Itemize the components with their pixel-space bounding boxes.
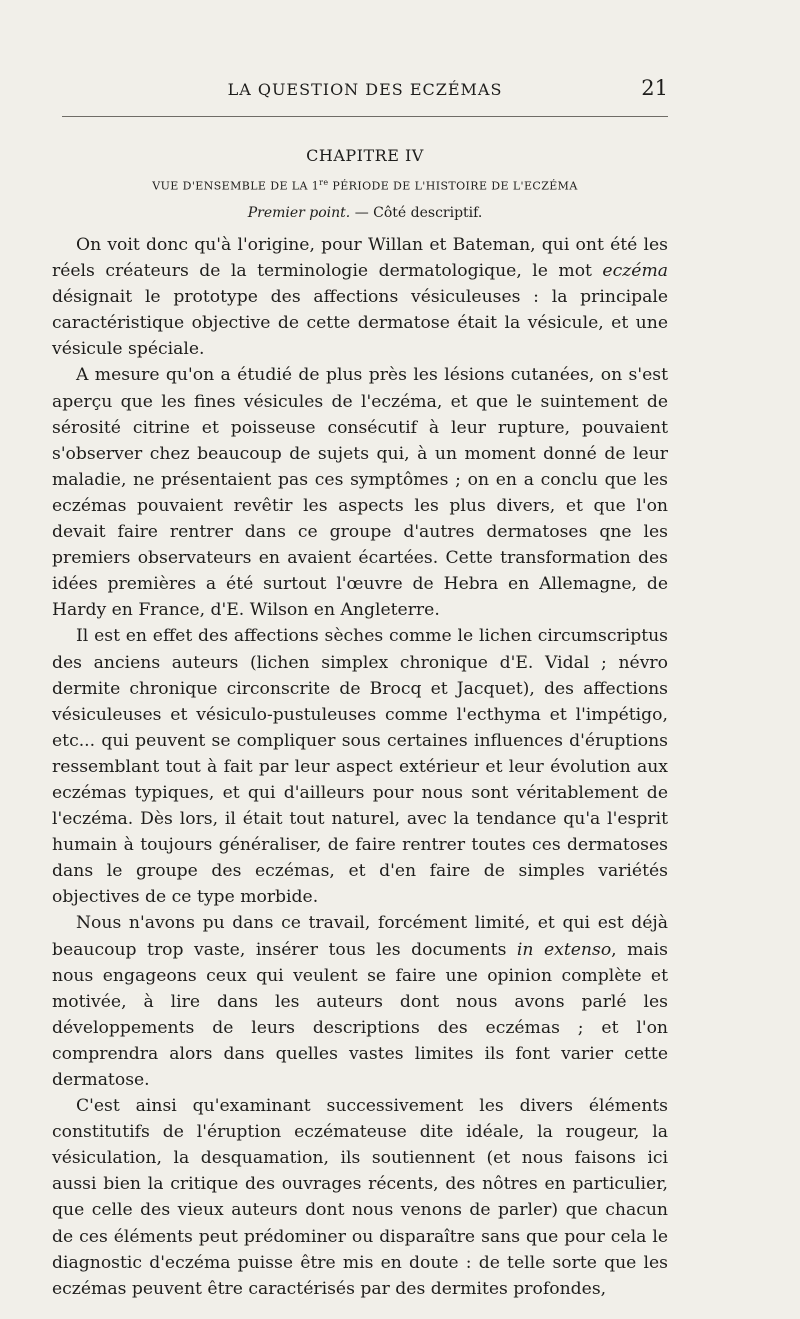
subtitle-part-2: PÉRIODE DE L'HISTOIRE DE L'ECZÉMA — [328, 179, 578, 193]
header-rule — [62, 116, 668, 117]
paragraph-italic: in extenso — [516, 939, 612, 960]
paragraph — [52, 232, 668, 362]
paragraph-italic: eczéma — [602, 261, 668, 282]
paragraph-text: Nous n'avons pu dans ce travail, forcément limité, et qui est déjà beaucoup trop vaste, insérer tous les documents — [52, 913, 668, 960]
section-heading — [62, 205, 668, 221]
paragraph-text: désignait le prototype des affections vésiculeuses : la principale caractéristique objective de cette dermatose était la vésicule, et une vésicule spéciale. — [52, 287, 668, 360]
chapter-subtitle — [62, 178, 668, 193]
page-number: 21 — [641, 76, 668, 100]
page-header — [62, 76, 668, 102]
subtitle-superscript: re — [319, 178, 329, 187]
subtitle-part-1: VUE D'ENSEMBLE DE LA 1 — [152, 179, 320, 193]
paragraph: Il est en effet des affections sèches comme le lichen circumscriptus des anciens auteurs (lichen simplex chronique d'E. Vidal ; névro dermite chronique circonscrite de Brocq et Jacquet), des affections vésiculeuses et vésiculo-pustuleuses comme l'ecthyma et l'impétigo, etc... qui peuvent se compliquer sous certaines influences d'éruptions ressemblant tout à fait par leur aspect extérieur et leur évolution aux eczémas typiques, et qui d'ailleurs pour nous sont véritablement de l'eczéma. Dès lors, il était tout naturel, avec la tendance qu'a l'esprit humain à toujours généraliser, de faire rentrer toutes ces dermatoses dans le groupe des eczémas, et d'en faire de simples variétés objectives de ce type morbide. — [52, 626, 668, 908]
paragraph-text: , mais nous engageons ceux qui veulent se faire une opinion complète et motivée, à lire dans les auteurs dont nous avons parlé les développements de leurs descriptions des eczémas ; et l'on comprendra alors dans quelles vastes limites ils font varier cette dermatose. — [52, 939, 668, 1090]
paragraph: C'est ainsi qu'examinant successivement les divers éléments constitutifs de l'éruption eczémateuse dite idéale, la rougeur, la vésiculation, la desquamation, ils soutiennent (et nous faisons ici aussi bien la critique des ouvrages récents, des nôtres en particulier, que celle des vieux auteurs dont nous venons de parler) que chacun de ces éléments peut prédominer ou disparaître sans que pour cela le diagnostic d'eczéma puisse être mis en doute : de telle sorte que les eczémas peuvent être caractérisés par des dermites profondes, — [52, 1096, 668, 1299]
section-text: — Côté descriptif. — [350, 205, 483, 221]
body-text — [52, 232, 668, 1302]
paragraph: A mesure qu'on a étudié de plus près les lésions cutanées, on s'est aperçu que les fines vésicules de l'eczéma, et que le suintement de sérosité citrine et poisseuse consécutif à leur rupture, pouvaient s'observer chez beaucoup de sujets qui, à un moment donné de leur maladie, ne présentaient pas ces symptômes ; on en a conclu que les eczémas pouvaient revêtir les aspects les plus divers, et que l'on devait faire rentrer dans ce groupe d'autres dermatoses qne les premiers observateurs en avaient écartées. Cette transformation des idées premières a été surtout l'œuvre de Hebra en Allemagne, de Hardy en France, d'E. Wilson en Angleterre. — [52, 365, 668, 621]
paragraph — [52, 910, 668, 1093]
chapter-title: CHAPITRE IV — [306, 146, 424, 165]
paragraph-text: On voit donc qu'à l'origine, pour Willan et Bateman, qui ont été les réels créateurs de la terminologie dermatologique, le mot — [52, 235, 668, 282]
section-label: Premier point. — [247, 205, 351, 221]
running-title: LA QUESTION DES ECZÉMAS — [227, 80, 503, 99]
